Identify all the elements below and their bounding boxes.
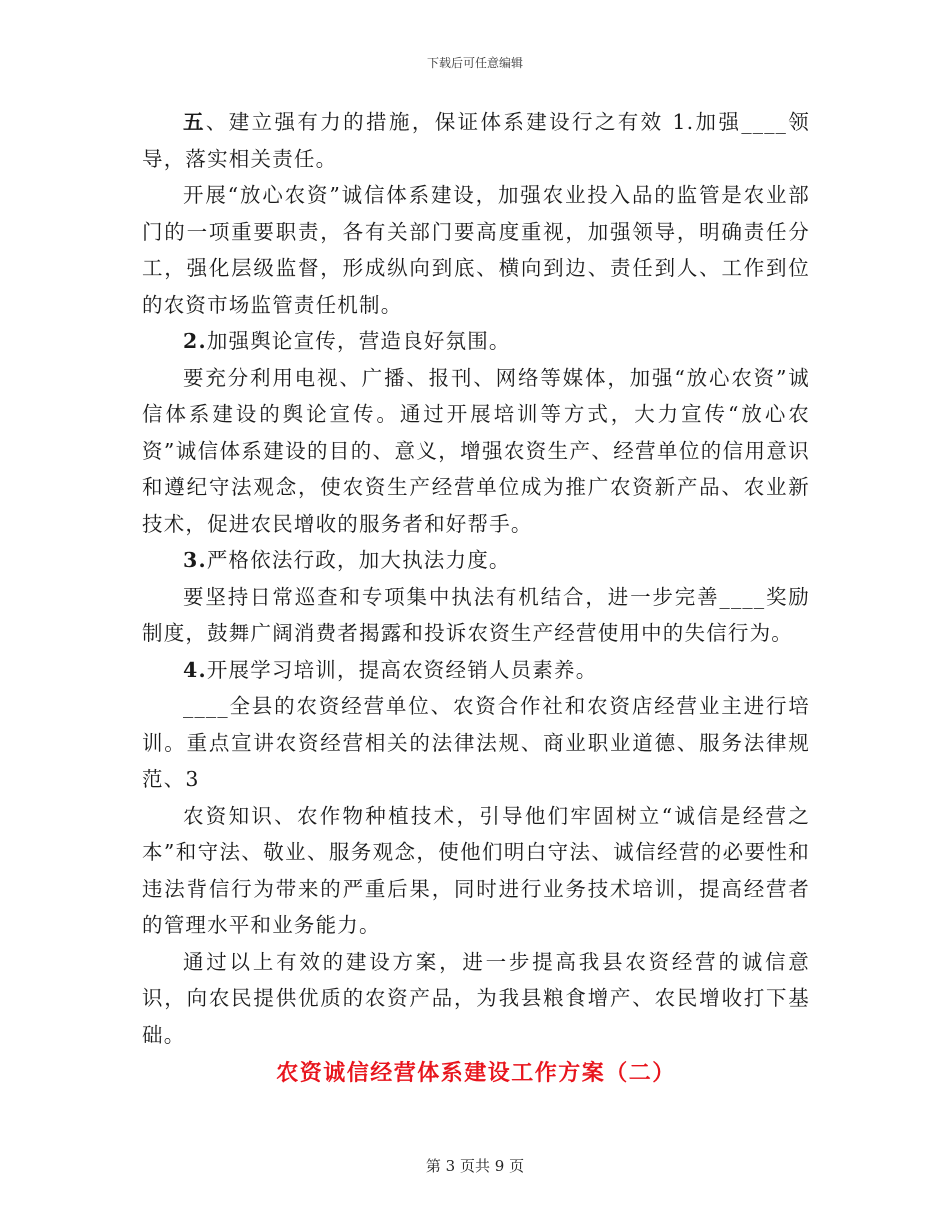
paragraph-lead: 五 xyxy=(183,110,206,134)
paragraph: ____全县的农资经营单位、农资合作社和农资店经营业主进行培训。重点宣讲农资经营相关的法律法规、商业职业道德、服务法律规范、3 xyxy=(142,694,810,791)
paragraph: 通过以上有效的建设方案，进一步提高我县农资经营的诚信意识，向农民提供优质的农资产品，为我县粮食增产、农民增收打下基础。 xyxy=(142,949,810,1047)
paragraph: 要坚持日常巡查和专项集中执法有机结合，进一步完善____奖励制度，鼓舞广阔消费者揭露和投诉农资生产经营使用中的失信行为。 xyxy=(142,584,810,645)
paragraph-lead: 4. xyxy=(183,657,207,682)
paragraph-item-3 xyxy=(142,542,810,579)
header-note: 下载后可任意编辑 xyxy=(426,56,523,70)
paragraph-text: 开展学习培训，提高农资经销人员素养。 xyxy=(206,657,598,682)
paragraph-text: 严格依法行政，加大执法力度。 xyxy=(206,548,511,572)
paragraph-section-five xyxy=(142,104,810,177)
document-body xyxy=(142,104,810,1091)
paragraph: 农资知识、农作物种植技术，引导他们牢固树立“诚信是经营之本”和守法、敬业、服务观念，使他们明白守法、诚信经营的必要性和违法背信行为带来的严重后果，同时进行业务技术培训，提高经营者的管理水平和业务能力。 xyxy=(142,803,810,937)
paragraph: 要充分利用电视、广播、报刊、网络等媒体，加强“放心农资”诚信体系建设的舆论宣传。通过开展培训等方式，大力宣传“放心农资”诚信体系建设的目的、意义，增强农资生产、经营单位的信用意识和遵纪守法观念，使农资生产经营单位成为推广农资新产品、农业新技术，促进农民增收的服务者和好帮手。 xyxy=(142,365,810,536)
paragraph-lead: 3. xyxy=(183,548,207,572)
paragraph: 开展“放心农资”诚信体系建设，加强农业投入品的监管是农业部门的一项重要职责，各有关部门要高度重视，加强领导，明确责任分工，强化层级监督，形成纵向到底、横向到边、责任到人、工作到位的农资市场监管责任机制。 xyxy=(142,183,810,317)
page-number: 第 3 页共 9 页 xyxy=(425,1157,525,1175)
paragraph-item-4 xyxy=(142,652,810,689)
paragraph-item-2 xyxy=(142,323,810,360)
paragraph-text: 加强舆论宣传，营造良好氛围。 xyxy=(206,329,511,353)
section-title: 农资诚信经营体系建设工作方案（二） xyxy=(276,1060,676,1086)
paragraph-lead: 2. xyxy=(183,329,207,353)
paragraph-text: 、建立强有力的措施，保证体系建设行之有效 1.加强____领导，落实相关责任。 xyxy=(142,110,811,171)
